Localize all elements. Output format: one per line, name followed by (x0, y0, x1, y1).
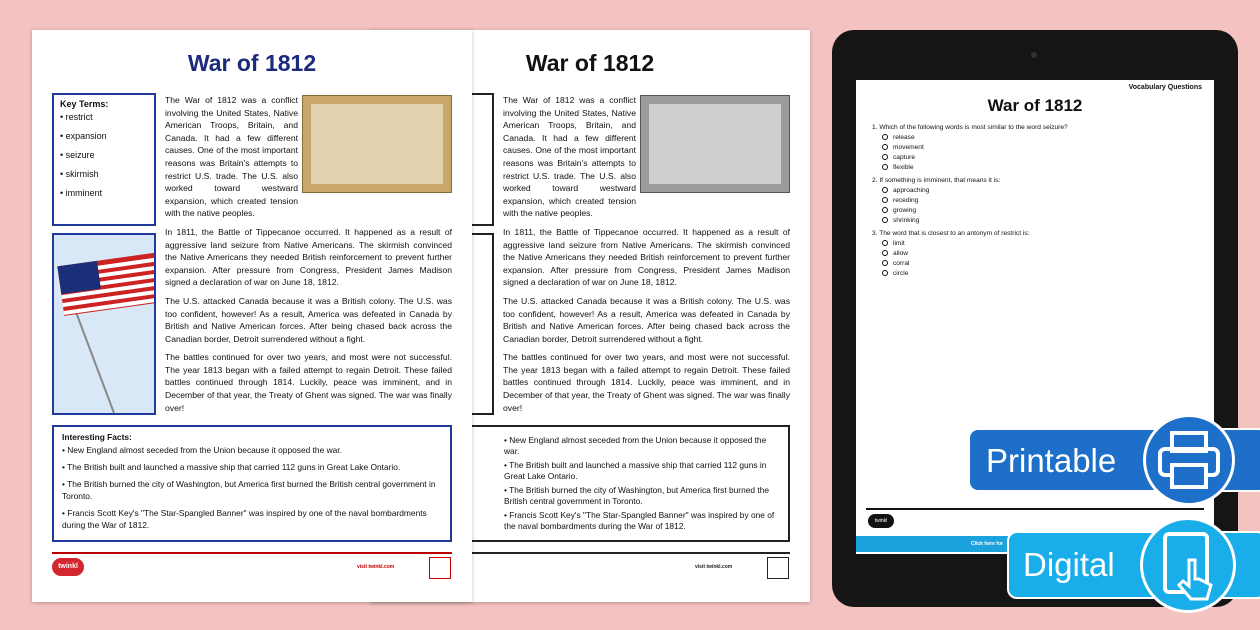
question (872, 176, 1068, 226)
key-term: • skirmish (60, 169, 99, 179)
question-text: 1. Which of the following words is most similar to the word seizure? (872, 124, 1068, 131)
printer-icon (1143, 414, 1235, 506)
footer-divider (52, 552, 452, 554)
radio-option[interactable] (872, 153, 1068, 163)
option-label: capture (893, 154, 915, 161)
paragraph: The War of 1812 was a conflict involving the United States, Native American Troops, Britain, and Canada. It had a few different causes. One of the most important reasons was Britain's attempts to restrict U.S. trade. The U.S. also worked toward westward expansion, which created tension with the native peoples. (503, 95, 636, 219)
radio-icon[interactable] (882, 164, 888, 170)
fact: • Francis Scott Key's "The Star-Spangled Banner" was inspired by one of the naval bombardments during the War of 1812. (504, 510, 775, 531)
question-text: 2. If something is imminent, that means it is: (872, 177, 1001, 184)
option-label: approaching (893, 187, 930, 194)
fact: • The British built and launched a massive ship that carried 112 guns in Great Lake Ontario. (62, 462, 401, 472)
flag-image (52, 233, 156, 415)
radio-option[interactable] (872, 269, 1068, 279)
option-label: corral (893, 260, 910, 267)
fact: • Francis Scott Key's "The Star-Spangled Banner" was inspired by one of the naval bombardments during the War of 1812. (62, 508, 427, 530)
paragraph: The War of 1812 was a conflict involving the United States, Native American Troops, Britain, and Canada. It had a few different causes. One of the most important reasons was Britain's attempts to restrict U.S. trade. The U.S. also worked toward westward expansion, which created tension with the native peoples. (165, 95, 298, 219)
radio-icon[interactable] (882, 217, 888, 223)
key-terms-heading: Key Terms: (60, 99, 109, 109)
radio-option[interactable] (872, 216, 1068, 226)
facts-heading: Interesting Facts: (62, 432, 132, 442)
radio-icon[interactable] (882, 154, 888, 160)
radio-icon[interactable] (882, 197, 888, 203)
paragraph: In 1811, the Battle of Tippecanoe occurred. It happened as a result of aggressive land seizure from Native Americans. The skirmish convinced the Native Americans they needed British reinforcement to prevent further expansion. After pressure from Congress, President James Madison signed a declaration of war on June 18, 1812. (503, 226, 790, 288)
radio-option[interactable] (872, 259, 1068, 269)
radio-option[interactable] (872, 239, 1068, 249)
option-label: shrinking (893, 217, 920, 224)
option-label: flexible (893, 164, 914, 171)
question (872, 123, 1068, 173)
worksheet-title: War of 1812 (187, 50, 317, 76)
body-text (503, 94, 790, 420)
option-label: circle (893, 270, 909, 277)
radio-icon[interactable] (882, 187, 888, 193)
badge-icon (429, 557, 451, 579)
key-term: • expansion (60, 131, 107, 141)
question (872, 229, 1068, 279)
key-terms-box (52, 93, 156, 226)
radio-icon[interactable] (882, 144, 888, 150)
fact: • The British burned the city of Washington, but America first burned the British central government in Toronto. (62, 479, 436, 501)
radio-option[interactable] (872, 249, 1068, 259)
twinkl-logo: twinkl (868, 514, 894, 528)
key-term: • seizure (60, 150, 95, 160)
body-text (165, 94, 452, 420)
digital-label: Digital (1023, 546, 1115, 583)
radio-icon[interactable] (882, 207, 888, 213)
option-label: allow (893, 250, 909, 257)
screen-title: War of 1812 (987, 96, 1083, 115)
fact: • The British burned the city of Washington, but America first burned the British central government in Toronto. (504, 485, 770, 506)
fact: • New England almost seceded from the Union because it opposed the war. (504, 435, 767, 456)
radio-icon[interactable] (882, 240, 888, 246)
radio-option[interactable] (872, 196, 1068, 206)
radio-option[interactable] (872, 163, 1068, 173)
paragraph: The U.S. attacked Canada because it was a British colony. The U.S. was too confident, however! As a result, America was defeated in Canada by British and Native American forces. After being chased back across the Canadian border, Detroit surrendered without a fight. (503, 295, 790, 344)
worksheet-title: War of 1812 (525, 50, 655, 76)
paragraph: The battles continued for over two years, and most were not successful. The year 1813 began with a failed attempt to regain Detroit. These failed battles continued through 1814. Luckily, peace was imminent, and in December of that year, the Treaty of Ghent was signed. The war was finally over! (165, 352, 452, 413)
fact: • New England almost seceded from the Union because it opposed the war. (62, 445, 342, 455)
option-label: release (893, 134, 915, 141)
screen-header: Vocabulary Questions (1128, 84, 1202, 91)
badge-icon (767, 557, 789, 579)
radio-option[interactable] (872, 133, 1068, 143)
question-text: 3. The word that is closest to an antonym of restrict is: (872, 230, 1030, 237)
paragraph: The U.S. attacked Canada because it was a British colony. The U.S. was too confident, however! As a result, America was defeated in Canada by British and Native American forces. After being chased back across the Canadian border, Detroit surrendered without a fight. (165, 295, 452, 344)
radio-icon[interactable] (882, 260, 888, 266)
option-label: limit (893, 240, 905, 247)
radio-option[interactable] (872, 186, 1068, 196)
fact: • The British built and launched a massive ship that carried 112 guns in Great Lake Ontario. (504, 460, 767, 481)
radio-icon[interactable] (882, 270, 888, 276)
tablet-touch-icon (1140, 517, 1236, 613)
key-term: • imminent (60, 188, 103, 198)
printable-label: Printable (986, 442, 1117, 479)
radio-icon[interactable] (882, 134, 888, 140)
radio-option[interactable] (872, 206, 1068, 216)
camera-icon (1031, 52, 1037, 58)
key-term: • restrict (60, 112, 93, 122)
twinkl-logo: twinkl (52, 558, 84, 576)
click-here-bar[interactable]: Click here for (856, 536, 1214, 552)
radio-option[interactable] (872, 143, 1068, 153)
questions (872, 123, 1068, 282)
radio-icon[interactable] (882, 250, 888, 256)
paragraph: In 1811, the Battle of Tippecanoe occurred. It happened as a result of aggressive land seizure from Native Americans. The skirmish convinced the Native Americans they needed British reinforcement to prevent further expansion. After pressure from Congress, President James Madison signed a declaration of war on June 18, 1812. (165, 226, 452, 288)
option-label: receding (893, 197, 919, 204)
worksheet-page-color (32, 30, 472, 602)
visit-link: visit twinkl.com (357, 564, 395, 570)
facts-box (52, 425, 452, 542)
footer-divider (866, 508, 1204, 510)
visit-link: visit twinkl.com (695, 564, 733, 570)
paragraph: The battles continued for over two years, and most were not successful. The year 1813 began with a failed attempt to regain Detroit. These failed battles continued through 1814. Luckily, peace was imminent, and in December of that year, the Treaty of Ghent was signed. The war was finally over! (503, 352, 790, 413)
option-label: movement (893, 144, 924, 151)
option-label: growing (893, 207, 917, 214)
